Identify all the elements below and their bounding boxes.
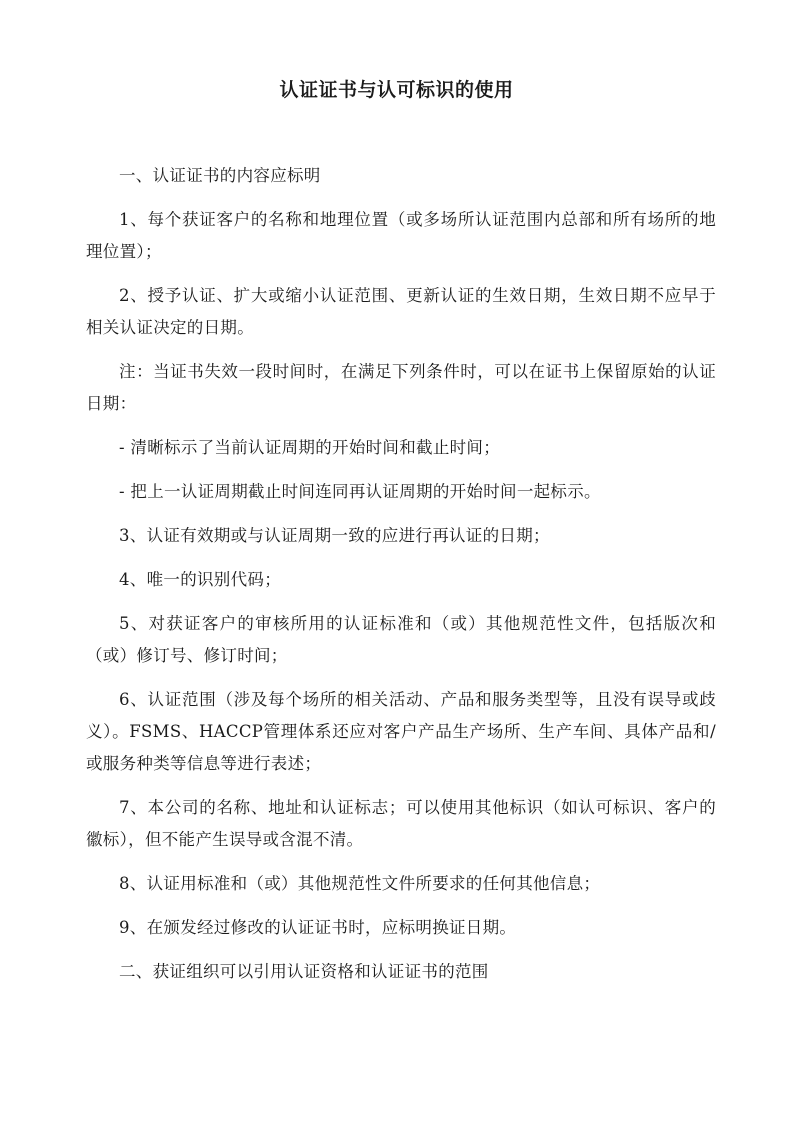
list-item-2: 2、授予认证、扩大或缩小认证范围、更新认证的生效日期，生效日期不应早于相关认证决定的日期。 <box>86 286 716 337</box>
note-bullet-1: - 清晰标示了当前认证周期的开始时间和截止时间； <box>119 438 501 457</box>
list-item-8: 8、认证用标准和（或）其他规范性文件所要求的任何其他信息； <box>119 874 601 893</box>
list-item-9: 9、在颁发经过修改的认证证书时，应标明换证日期。 <box>119 918 517 937</box>
list-item-4: 4、唯一的识别代码； <box>119 570 281 589</box>
list-item-3: 3、认证有效期或与认证周期一致的应进行再认证的日期； <box>119 526 550 545</box>
note-paragraph: 注：当证书失效一段时间时，在满足下列条件时，可以在证书上保留原始的认证日期： <box>86 362 716 413</box>
section-heading-2: 二、获证组织可以引用认证资格和认证证书的范围 <box>119 962 489 981</box>
list-item-7: 7、本公司的名称、地址和认证标志；可以使用其他标识（如认可标识、客户的徽标），但不能产生误导或含混不清。 <box>86 798 716 849</box>
list-item-6: 6、认证范围（涉及每个场所的相关活动、产品和服务类型等，且没有误导或歧义）。FSMS、HACCP管理体系还应对客户产品生产场所、生产车间、具体产品和/或服务种类等信息等进行表述； <box>86 690 716 773</box>
document-title: 认证证书与认可标识的使用 <box>279 79 514 101</box>
section-heading-1: 一、认证证书的内容应标明 <box>119 166 321 185</box>
list-item-5: 5、对获证客户的审核所用的认证标准和（或）其他规范性文件，包括版次和（或）修订号、修订时间； <box>86 614 716 665</box>
note-bullet-2: - 把上一认证周期截止时间连同再认证周期的开始时间一起标示。 <box>119 482 601 501</box>
list-item-1: 1、每个获证客户的名称和地理位置（或多场所认证范围内总部和所有场所的地理位置）； <box>86 210 716 261</box>
document-body <box>86 160 716 1000</box>
